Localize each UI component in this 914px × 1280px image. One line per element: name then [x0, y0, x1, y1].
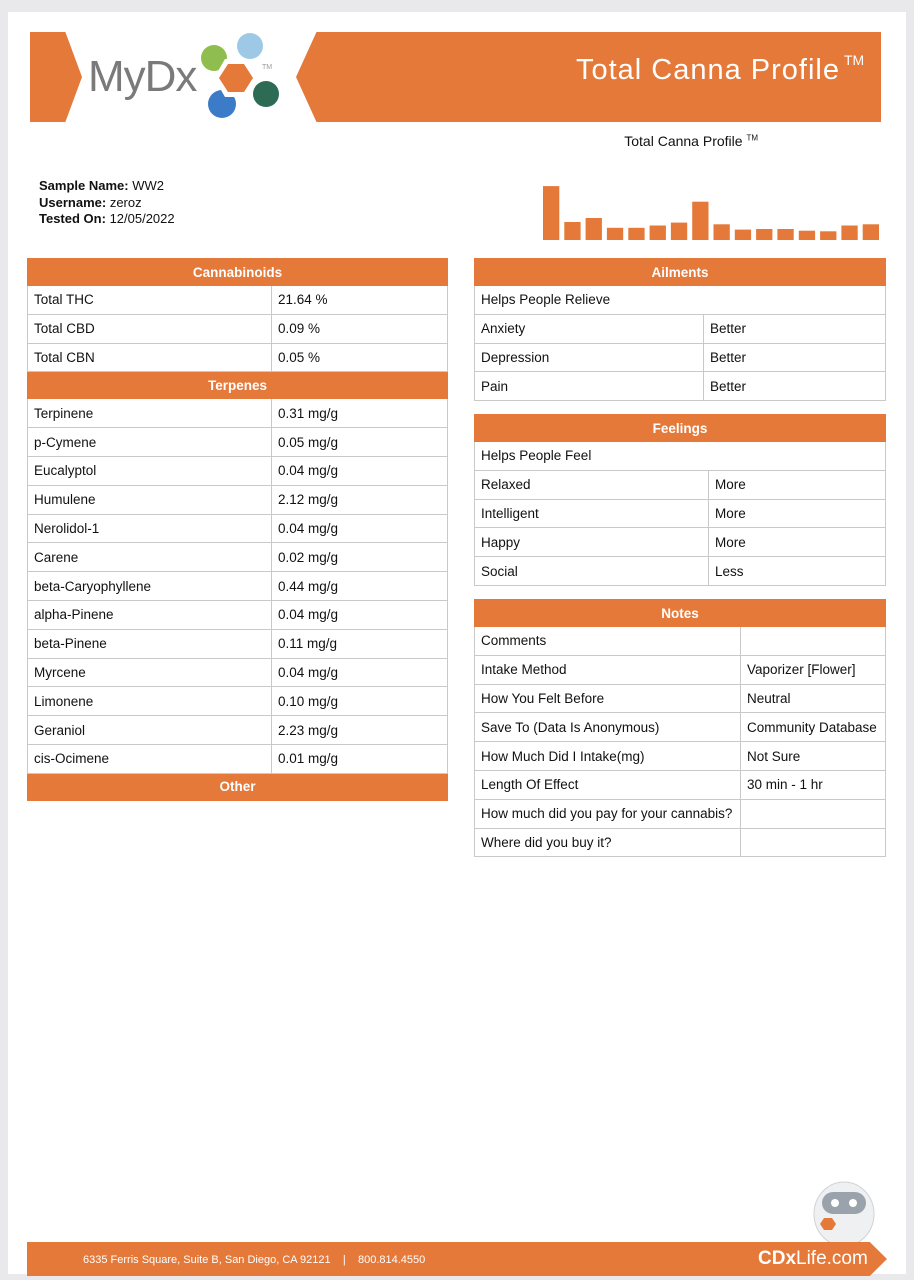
- footer-separator: |: [342, 1254, 346, 1266]
- note-name: Where did you buy it?: [475, 828, 741, 857]
- terpene-row: [28, 716, 448, 745]
- profile-bar: [820, 231, 836, 240]
- terpene-name: beta-Caryophyllene: [28, 572, 272, 601]
- ailment-value: Better: [704, 343, 886, 372]
- note-row: [475, 799, 886, 828]
- ailment-row: [475, 372, 886, 401]
- tested-on-line: Tested On: 12/05/2022: [39, 211, 175, 226]
- terpene-name: alpha-Pinene: [28, 600, 272, 629]
- cannabinoid-value: 21.64 %: [272, 286, 448, 315]
- feeling-value: More: [709, 470, 886, 499]
- banner-left-arrow: [30, 32, 82, 122]
- terpene-name: Nerolidol-1: [28, 514, 272, 543]
- report-page: [8, 12, 906, 1274]
- terpene-row: [28, 600, 448, 629]
- ailment-value: Better: [704, 314, 886, 343]
- sample-name-line: Sample Name: WW2: [39, 178, 164, 193]
- mydx-hexagon-logo-icon: [194, 32, 286, 124]
- ailments-table: [474, 258, 886, 401]
- profile-bar: [799, 231, 815, 240]
- ailment-row: [475, 314, 886, 343]
- terpenes-header-row: [28, 372, 448, 399]
- note-row: [475, 742, 886, 771]
- profile-bar-chart: [543, 180, 879, 240]
- feeling-row: [475, 470, 886, 499]
- logo-tm: TM: [262, 64, 273, 71]
- feeling-name: Social: [475, 557, 709, 586]
- cannabinoid-row: [28, 286, 448, 315]
- note-row: [475, 655, 886, 684]
- terpene-row: [28, 629, 448, 658]
- terpene-row: [28, 687, 448, 716]
- cannabinoids-header: Cannabinoids: [28, 259, 448, 286]
- feeling-name: Intelligent: [475, 499, 709, 528]
- ailments-intro: Helps People Relieve: [475, 286, 886, 315]
- terpene-name: Myrcene: [28, 658, 272, 687]
- terpene-row: [28, 399, 448, 428]
- banner-tm: TM: [844, 52, 865, 68]
- terpene-name: Terpinene: [28, 399, 272, 428]
- note-value: [741, 627, 886, 656]
- terpene-value: 0.04 mg/g: [272, 514, 448, 543]
- feelings-table: [474, 414, 886, 586]
- terpene-name: Geraniol: [28, 716, 272, 745]
- cannabinoid-name: Total THC: [28, 286, 272, 315]
- note-value: [741, 799, 886, 828]
- terpene-value: 2.12 mg/g: [272, 485, 448, 514]
- terpene-name: Humulene: [28, 485, 272, 514]
- feelings-header: Feelings: [475, 415, 886, 442]
- note-value: [741, 828, 886, 857]
- profile-bar: [714, 224, 730, 240]
- terpene-row: [28, 572, 448, 601]
- notes-table: [474, 599, 886, 857]
- terpene-row: [28, 658, 448, 687]
- note-name: How You Felt Before: [475, 684, 741, 713]
- profile-bar: [650, 226, 666, 241]
- terpene-value: 0.11 mg/g: [272, 629, 448, 658]
- terpene-name: p-Cymene: [28, 428, 272, 457]
- profile-bar: [756, 229, 772, 240]
- profile-bar: [692, 202, 708, 240]
- terpene-value: 0.44 mg/g: [272, 572, 448, 601]
- robot-mascot-icon: [808, 1174, 880, 1252]
- note-name: Intake Method: [475, 655, 741, 684]
- cannabinoid-name: Total CBD: [28, 314, 272, 343]
- terpene-value: 0.31 mg/g: [272, 399, 448, 428]
- cannabinoid-row: [28, 314, 448, 343]
- terpene-name: Carene: [28, 543, 272, 572]
- ailments-header: Ailments: [475, 259, 886, 286]
- profile-bar: [586, 218, 602, 240]
- terpene-value: 0.04 mg/g: [272, 658, 448, 687]
- other-header-row: [28, 773, 448, 800]
- cannabinoid-value: 0.05 %: [272, 343, 448, 372]
- terpene-value: 0.05 mg/g: [272, 428, 448, 457]
- terpene-name: cis-Ocimene: [28, 744, 272, 773]
- sample-info: [39, 178, 175, 228]
- feeling-value: Less: [709, 557, 886, 586]
- note-name: How much did you pay for your cannabis?: [475, 799, 741, 828]
- terpene-value: 2.23 mg/g: [272, 716, 448, 745]
- terpene-row: [28, 543, 448, 572]
- profile-bar: [543, 186, 559, 240]
- other-header: Other: [28, 773, 448, 800]
- note-row: [475, 684, 886, 713]
- terpene-name: beta-Pinene: [28, 629, 272, 658]
- profile-bar: [735, 230, 751, 240]
- terpene-row: [28, 514, 448, 543]
- terpenes-header: Terpenes: [28, 372, 448, 399]
- profile-bar: [863, 224, 879, 240]
- ailment-name: Pain: [475, 372, 704, 401]
- terpene-row: [28, 456, 448, 485]
- footer-contact: [83, 1254, 425, 1266]
- note-value: Vaporizer [Flower]: [741, 655, 886, 684]
- profile-bar: [777, 229, 793, 240]
- profile-bar: [607, 228, 623, 240]
- footer-address: 6335 Ferris Square, Suite B, San Diego, CA 92121: [83, 1254, 331, 1266]
- note-value: 30 min - 1 hr: [741, 770, 886, 799]
- cannabinoids-terpenes-table: [27, 258, 448, 801]
- banner-title: Total Canna Profile: [575, 54, 840, 86]
- cannabinoids-header-row: [28, 259, 448, 286]
- terpene-row: [28, 485, 448, 514]
- note-row: [475, 828, 886, 857]
- profile-subtitle: Total Canna Profile ™: [624, 133, 758, 149]
- note-row: [475, 627, 886, 656]
- note-name: Save To (Data Is Anonymous): [475, 713, 741, 742]
- terpene-name: Eucalyptol: [28, 456, 272, 485]
- feeling-value: More: [709, 499, 886, 528]
- feeling-name: Happy: [475, 528, 709, 557]
- profile-bar: [841, 226, 857, 241]
- mydx-logo-text: MyDx: [88, 52, 197, 101]
- feeling-row: [475, 528, 886, 557]
- terpene-value: 0.10 mg/g: [272, 687, 448, 716]
- feelings-intro: Helps People Feel: [475, 442, 886, 471]
- terpene-value: 0.02 mg/g: [272, 543, 448, 572]
- profile-bar: [628, 228, 644, 240]
- notes-header: Notes: [475, 600, 886, 627]
- feeling-name: Relaxed: [475, 470, 709, 499]
- terpene-value: 0.04 mg/g: [272, 456, 448, 485]
- note-value: Not Sure: [741, 742, 886, 771]
- terpene-row: [28, 428, 448, 457]
- terpene-value: 0.01 mg/g: [272, 744, 448, 773]
- note-value: Community Database: [741, 713, 886, 742]
- username-line: Username: zeroz: [39, 194, 142, 210]
- note-row: [475, 770, 886, 799]
- terpene-row: [28, 744, 448, 773]
- feeling-row: [475, 499, 886, 528]
- cannabinoid-value: 0.09 %: [272, 314, 448, 343]
- note-value: Neutral: [741, 684, 886, 713]
- ailment-name: Depression: [475, 343, 704, 372]
- feeling-value: More: [709, 528, 886, 557]
- cannabinoid-name: Total CBN: [28, 343, 272, 372]
- note-row: [475, 713, 886, 742]
- note-name: How Much Did I Intake(mg): [475, 742, 741, 771]
- profile-bar: [564, 222, 580, 240]
- terpene-value: 0.04 mg/g: [272, 600, 448, 629]
- ailment-row: [475, 343, 886, 372]
- note-name: Length Of Effect: [475, 770, 741, 799]
- footer-website-link[interactable]: CDxLife.com: [758, 1248, 868, 1269]
- ailment-name: Anxiety: [475, 314, 704, 343]
- cannabinoid-row: [28, 343, 448, 372]
- footer-phone: 800.814.4550: [357, 1254, 426, 1266]
- ailment-value: Better: [704, 372, 886, 401]
- profile-bar: [671, 223, 687, 240]
- feeling-row: [475, 557, 886, 586]
- terpene-name: Limonene: [28, 687, 272, 716]
- note-name: Comments: [475, 627, 741, 656]
